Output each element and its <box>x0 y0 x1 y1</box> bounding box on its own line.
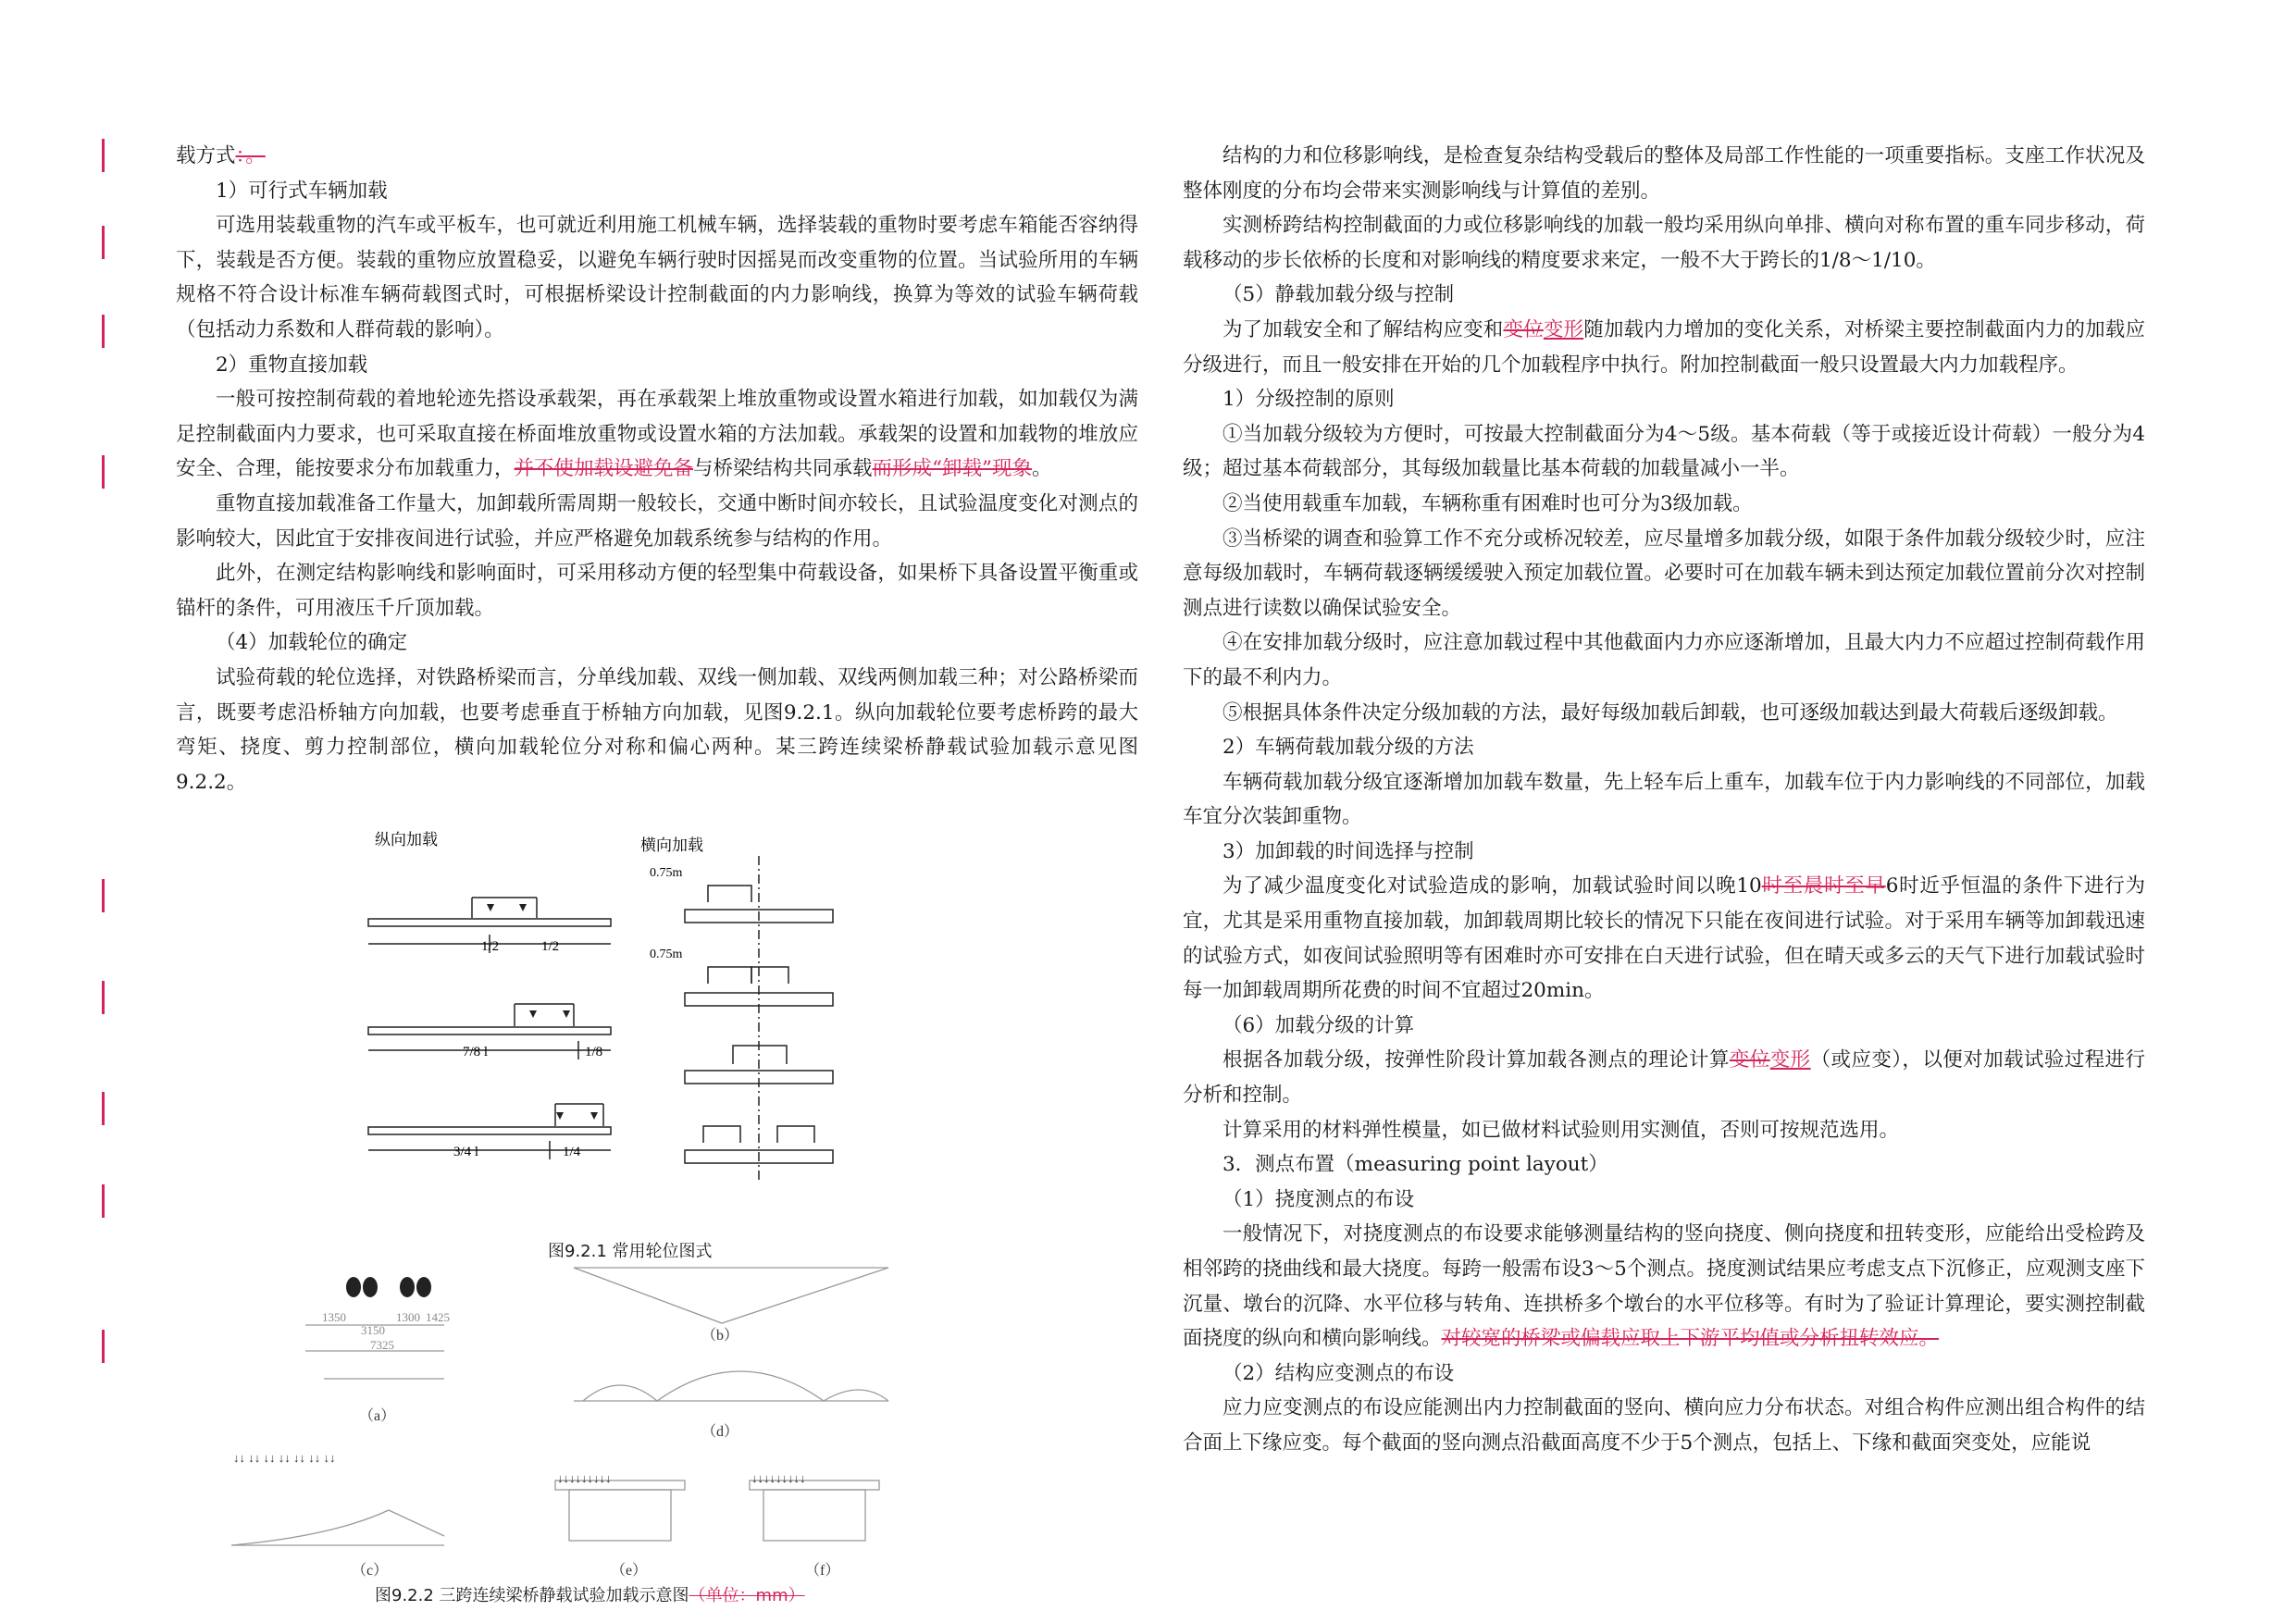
paragraph: ③当桥梁的调查和验算工作不充分或桥况较差，应尽量增多加载分级，如限于条件加载分级较少时，应注意每级加载时，车辆荷载逐辆缓缓驶入预定加载位置。必要时可在加载车辆未到达预定加载位置前分次对控制测点进行读数以确保试验安全。 <box>1183 527 2145 620</box>
paragraph: 重物直接加载准备工作量大，加卸载所需周期一般较长，交通中断时间亦较长，且试验温度变化对测点的影响较大，因此宜于安排夜间进行试验，并应严格避免加载系统参与结构的作用。 <box>176 491 1138 551</box>
sub-label-c: （c） <box>352 1563 389 1579</box>
revision-bar <box>102 879 105 912</box>
sub-label-b: （b） <box>701 1328 739 1344</box>
fraction-one-eighth: 1/8 <box>585 1045 603 1059</box>
paragraph: 计算采用的材料弹性模量，如已做材料试验则用实测值，否则可按规范选用。 <box>1222 1118 1900 1142</box>
subheading: 1）可行式车辆加载 <box>216 179 388 203</box>
paragraph: 试验荷载的轮位选择，对铁路桥梁而言，分单线加载、双线一侧加载、双线两侧加载三种；对公路桥梁而言，既要考虑沿桥轴方向加载，也要考虑垂直于桥轴方向加载，见图9.2.1。纵向加载轮位要考虑桥跨的最大弯矩、挠度、剪力控制部位，横向加载轮位分对称和偏心两种。某三跨连续梁桥静载试验加载示意见图9.2.2。 <box>176 665 1138 794</box>
figure-9-2-1 <box>352 828 870 1235</box>
dim-label: 0.75m <box>650 948 683 961</box>
subheading: （5）静载加载分级与控制 <box>1222 283 1455 307</box>
dim-7325: 7325 <box>370 1338 394 1352</box>
paragraph: 载方式：。 <box>176 144 266 167</box>
label-longitudinal: 纵向加载 <box>375 831 438 849</box>
sub-label-a: （a） <box>359 1408 396 1424</box>
right-column <box>1183 139 2145 1461</box>
svg-text:↓↓↓↓↓↓↓↓↓: ↓↓↓↓↓↓↓↓↓ <box>751 1471 806 1485</box>
svg-text:↓↓↓↓↓↓↓↓↓: ↓↓↓↓↓↓↓↓↓ <box>557 1471 612 1485</box>
dim-3150: 3150 <box>361 1323 385 1337</box>
paragraph: ④在安排加载分级时，应注意加载过程中其他截面内力亦应逐渐增加，且最大内力不应超过控制荷载作用下的最不利内力。 <box>1183 631 2145 689</box>
sub-label-f: （f） <box>805 1563 840 1579</box>
paragraph: 一般可按控制荷载的着地轮迹先搭设承载架，再在承载架上堆放重物或设置水箱进行加载，如加载仅为满足控制截面内力要求，也可采取直接在桥面堆放重物或设置水箱的方法加载。承载架的设置和加载物的堆放应安全、合理，能按要求分布加载重力，并不使加载设避免备与桥梁结构共同承载而形成“卸载”现象。 <box>176 388 1138 481</box>
revision-bar <box>102 981 105 1014</box>
revision-bar <box>102 1330 105 1363</box>
sub-label-e: （e） <box>611 1563 648 1579</box>
paragraph: 为了减少温度变化对试验造成的影响，加载试验时间以晚10时至晨时至早6时近乎恒温的条件下进行为宜，尤其是采用重物直接加载，加卸载周期比较长的情况下只能在夜间进行试验。对于采用车辆等加卸载迅速的试验方式，如夜间试验照明等有困难时亦可安排在白天进行试验，但在晴天或多云的天气下进行加载试验时每一加卸载周期所花费的时间不宜超过20min。 <box>1183 874 2145 1003</box>
revision-bar <box>102 226 105 259</box>
paragraph: 可选用装载重物的汽车或平板车，也可就近利用施工机械车辆，选择装载的重物时要考虑车箱能否容纳得下，装载是否方便。装载的重物应放置稳妥，以避免车辆行驶时因摇晃而改变重物的位置。当试验所用的车辆规格不符合设计标准车辆荷载图式时，可根据桥梁设计控制截面的内力影响线，换算为等效的试验车辆荷载（包括动力系数和人群荷载的影响）。 <box>176 214 1138 341</box>
subheading: 2）重物直接加载 <box>216 353 368 377</box>
three-span-loading-diagram <box>222 1240 925 1601</box>
subheading: （1）挠度测点的布设 <box>1222 1187 1415 1211</box>
subheading: （4）加载轮位的确定 <box>216 631 408 655</box>
subheading: 2）车辆荷载加载分级的方法 <box>1222 736 1474 760</box>
paragraph: 结构的力和位移影响线，是检查复杂结构受载后的整体及局部工作性能的一项重要指标。支座工作状况及整体刚度的分布均会带来实测影响线与计算值的差别。 <box>1183 144 2145 203</box>
fraction-one-quarter: 1/4 <box>563 1145 581 1159</box>
paragraph: 一般情况下，对挠度测点的布设要求能够测量结构的竖向挠度、侧向挠度和扭转变形，应能给出受检跨及相邻跨的挠曲线和最大挠度。每跨一般需布设3～5个测点。挠度测试结果应考虑支点下沉修正，应观测支座下沉量、墩台的沉降、水平位移与转角、连拱桥多个墩台的水平位移等。有时为了验证计算理论，要实测控制截面挠度的纵向和横向影响线。对较宽的桥梁或偏载应取上下游平均值或分析扭转效应。 <box>1183 1222 2145 1351</box>
subheading: 1）分级控制的原则 <box>1222 388 1395 412</box>
revision-bar <box>102 315 105 348</box>
left-column <box>176 139 1138 799</box>
dim-label: 0.75m <box>650 866 683 880</box>
fraction-half: 1/2 <box>541 939 560 954</box>
dim-1350: 1350 <box>322 1310 346 1324</box>
svg-text:↓↓ ↓↓ ↓↓ ↓↓ ↓↓ ↓↓ ↓↓: ↓↓ ↓↓ ↓↓ ↓↓ ↓↓ ↓↓ ↓↓ <box>233 1451 336 1465</box>
paragraph: 此外，在测定结构影响线和影响面时，可采用移动方便的轻型集中荷载设备，如果桥下具备设置平衡重或锚杆的条件，可用液压千斤顶加载。 <box>176 562 1138 620</box>
figure-9-2-2 <box>222 1240 925 1601</box>
paragraph: 应力应变测点的布设应能测出内力控制截面的竖向、横向应力分布状态。对组合构件应测出组合构件的结合面上下缘应变。每个截面的竖向测点沿截面高度不少于5个测点，包括上、下缘和截面突变处，应能说 <box>1183 1396 2145 1455</box>
fraction-three-quarters: 3/4 l <box>453 1145 479 1159</box>
subheading: 3）加卸载的时间选择与控制 <box>1222 839 1474 863</box>
dim-1425: 1425 <box>426 1310 450 1324</box>
revision-bar <box>102 1092 105 1125</box>
subheading: （2）结构应变测点的布设 <box>1222 1361 1455 1385</box>
fraction-seven-eighths: 7/8 l <box>463 1045 489 1059</box>
wheel-position-diagram <box>352 828 870 1235</box>
figure-caption: 图9.2.2 三跨连续梁桥静载试验加载示意图（单位：mm） <box>375 1586 805 1605</box>
section-heading: 3．测点布置（measuring point layout） <box>1222 1153 1608 1177</box>
dim-1300: 1300 <box>396 1310 420 1324</box>
paragraph: 为了加载安全和了解结构应变和变位变形随加载内力增加的变化关系，对桥梁主要控制截面内力的加载应分级进行，而且一般安排在开始的几个加载程序中执行。附加控制截面一般只设置最大内力加载程序。 <box>1183 317 2145 377</box>
paragraph: ②当使用载重车加载，车辆称重有困难时也可分为3级加载。 <box>1222 491 1753 515</box>
paragraph: ⑤根据具体条件决定分级加载的方法，最好每级加载后卸载，也可逐级加载达到最大荷载后逐级卸载。 <box>1222 700 2118 725</box>
revision-bar <box>102 139 105 172</box>
subheading: （6）加载分级的计算 <box>1222 1013 1415 1037</box>
paragraph: ①当加载分级较为方便时，可按最大控制截面分为4～5级。基本荷载（等于或接近设计荷载）一般分为4级；超过基本荷载部分，其每级加载量比基本荷载的加载量减小一半。 <box>1183 422 2145 481</box>
paragraph: 实测桥跨结构控制截面的力或位移影响线的加载一般均采用纵向单排、横向对称布置的重车同步移动，荷载移动的步长依桥的长度和对影响线的精度要求来定，一般不大于跨长的1/8～1/10。 <box>1183 214 2145 272</box>
figure-caption: 图9.2.1 常用轮位图式 <box>548 1242 713 1261</box>
label-transverse: 横向加载 <box>640 836 703 854</box>
paragraph: 根据各加载分级，按弹性阶段计算加载各测点的理论计算变位变形（或应变），以便对加载试验过程进行分析和控制。 <box>1183 1048 2145 1108</box>
sub-label-d: （d） <box>701 1424 739 1440</box>
revision-bar <box>102 455 105 489</box>
fraction-half: 1/2 <box>481 939 500 954</box>
paragraph: 车辆荷载加载分级宜逐渐增加加载车数量，先上轻车后上重车，加载车位于内力影响线的不同部位，加载车宜分次装卸重物。 <box>1183 770 2145 829</box>
revision-bar <box>102 1184 105 1218</box>
